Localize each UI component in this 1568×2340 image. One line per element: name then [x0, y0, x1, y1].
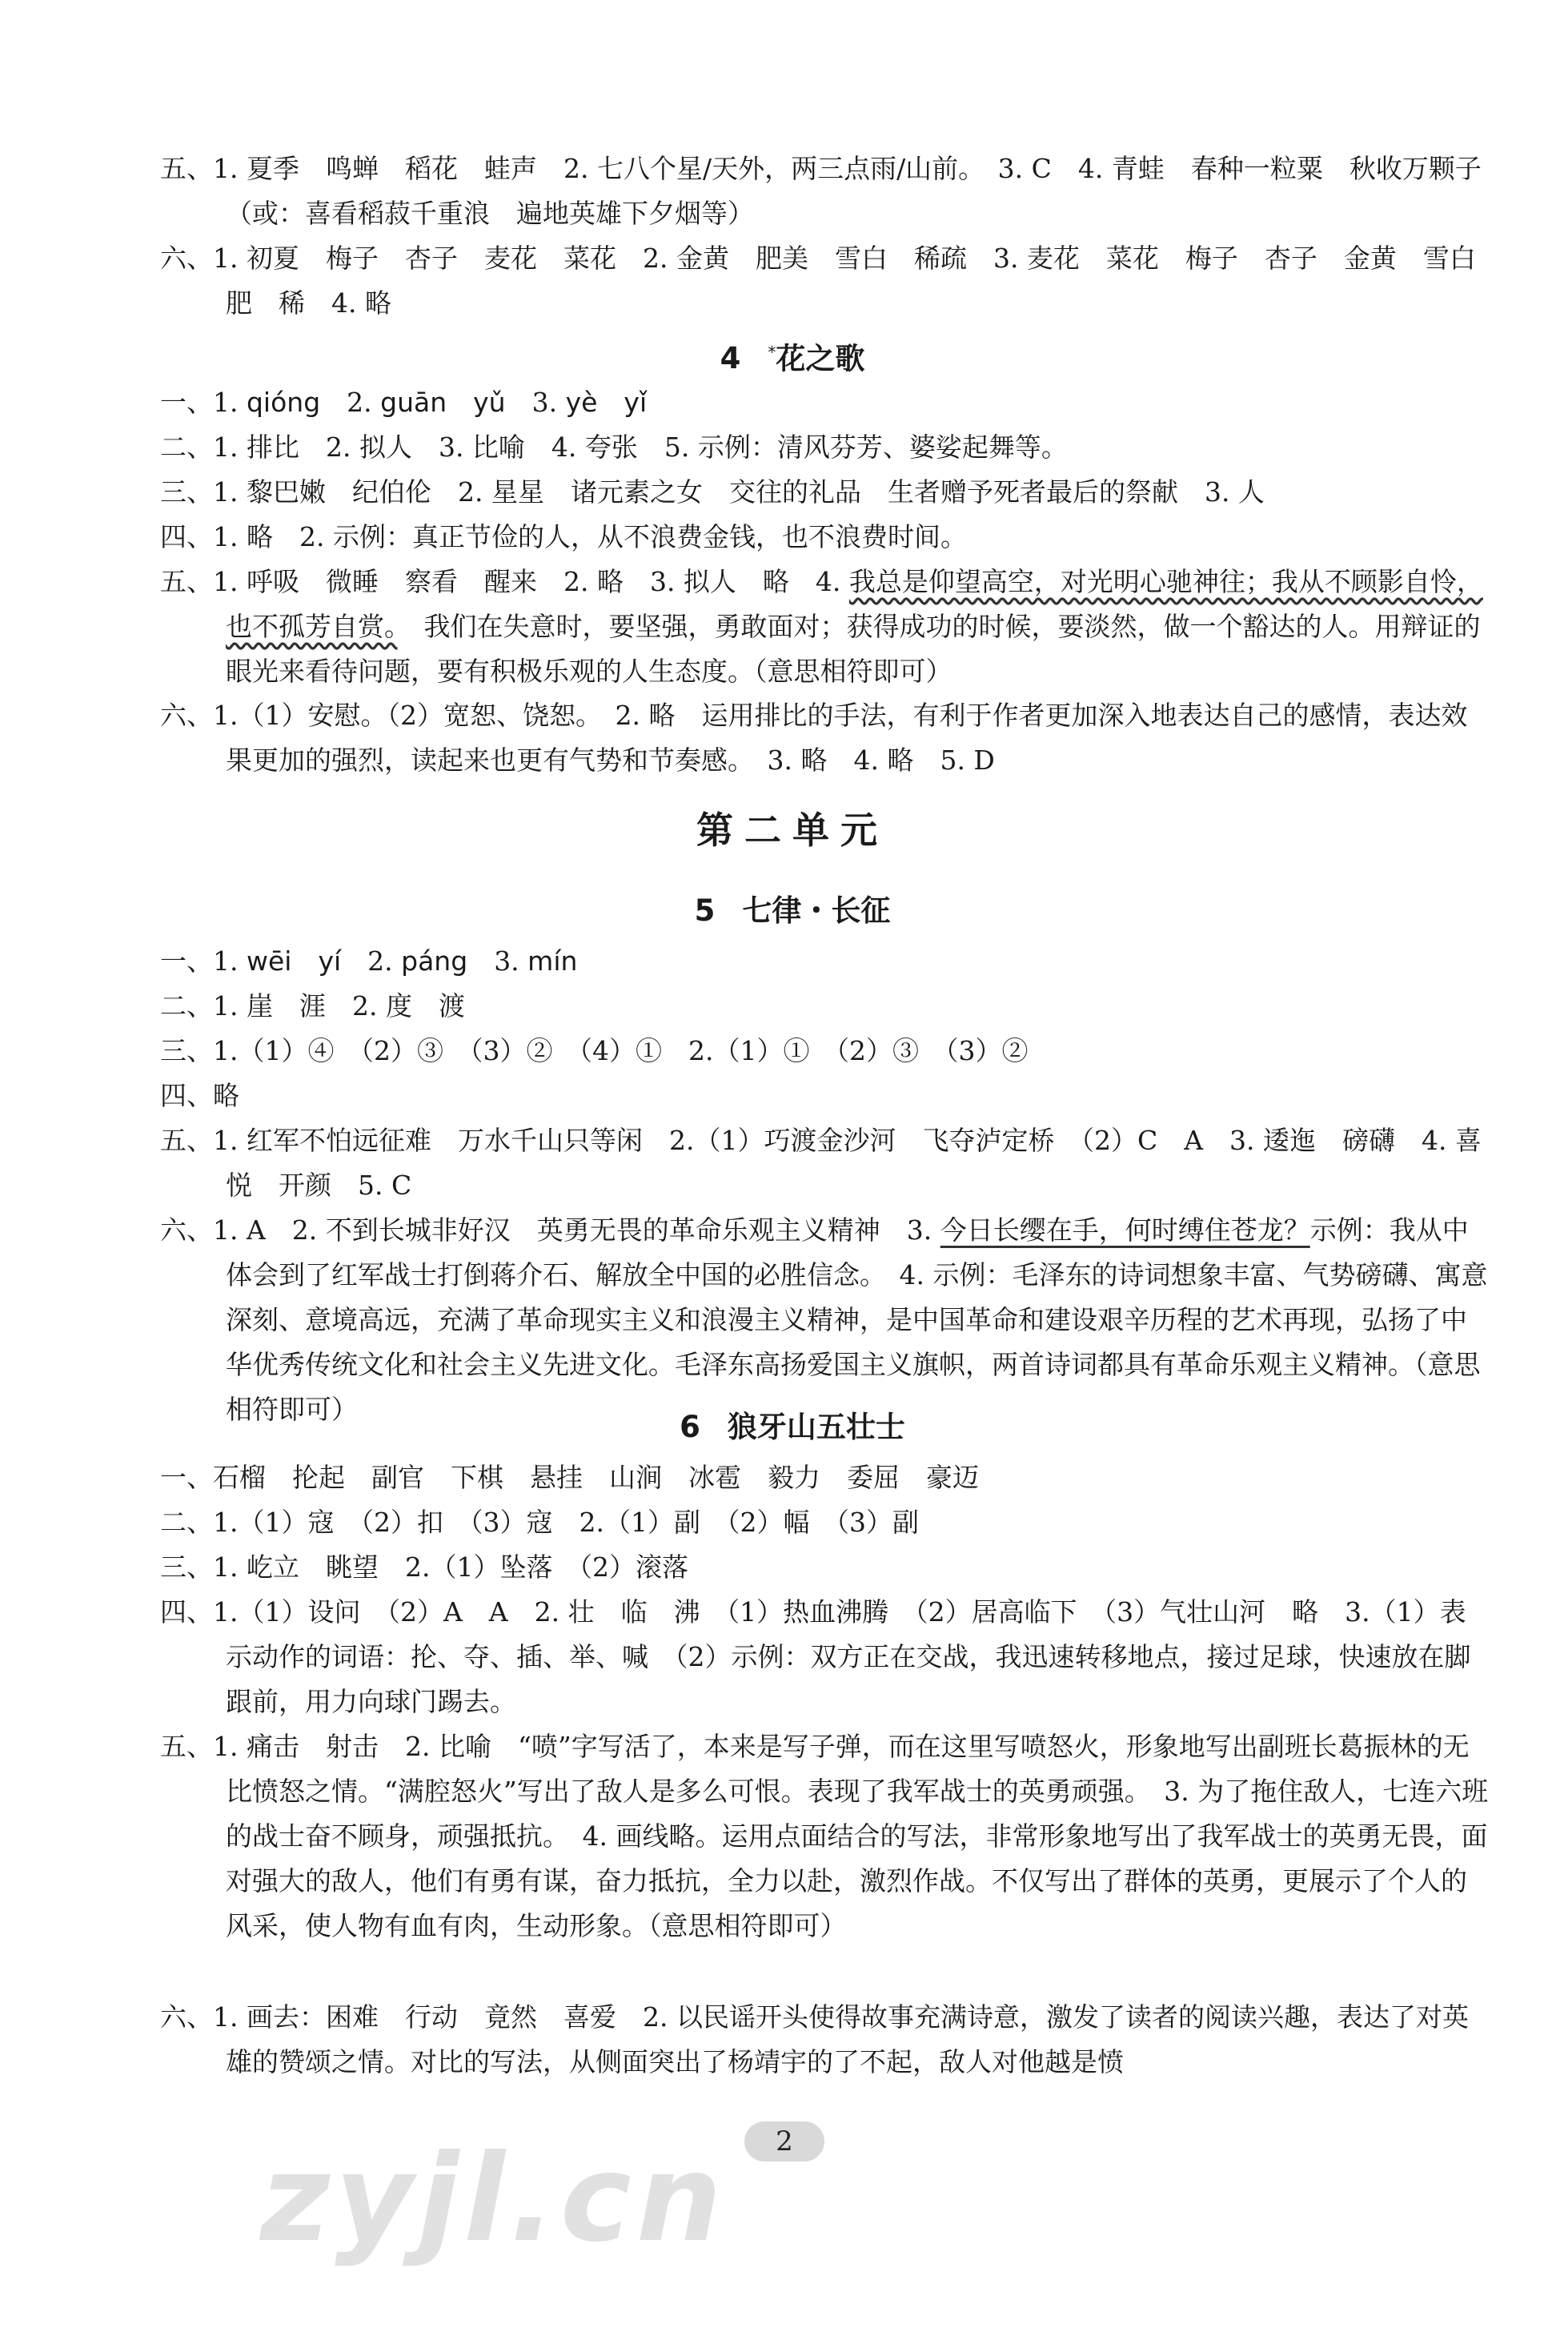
lesson-6-q2: 二、1.（1）寇 （2）扣 （3）寇 2.（1）副 （2）幅 （3）副 — [160, 1507, 919, 1538]
lesson-5-q4: 四、略 — [160, 1080, 239, 1111]
prev-lesson-q5: 五、1. 夏季 鸣蝉 稻花 蛙声 2. 七八个星/天外，两三点雨/山前。 3. C 4. 青蛙 春种一粒粟 秋收万颗子（或：喜看稻菽千重浪 遍地英雄下夕烟等） — [160, 153, 1482, 229]
lesson-6-q1: 一、石榴 抡起 副官 下棋 悬挂 山涧 冰雹 毅力 委屈 豪迈 — [160, 1462, 979, 1493]
lesson-4-q3: 三、1. 黎巴嫩 纪伯伦 2. 星星 诸元素之女 交往的礼品 生者赠予死者最后的祭献 3. 人 — [160, 476, 1265, 508]
wavy-underlined-sentence: 我总是仰望高空，对光明心驰神往；我从不顾影自怜，也不孤芳自赏。 — [226, 566, 1483, 642]
lesson-4-q6: 六、1.（1）安慰。（2）宽恕、饶恕。 2. 略 运用排比的手法，有利于作者更加深入地表达自己的感情，表达效果更加的强烈，读起来也更有气势和节奏感。 3. 略 4. 略 5. D — [160, 700, 1468, 776]
lesson-6-q6: 六、1. 画去：困难 行动 竟然 喜爱 2. 以民谣开头使得故事充满诗意，激发了读者的阅读兴趣，表达了对英雄的赞颂之情。对比的写法，从侧面突出了杨靖宇的了不起，敌人对他越是愤 — [160, 2001, 1469, 2077]
lesson-5-q6: 六、1. A 2. 不到长城非好汉 英勇无畏的革命乐观主义精神 3. 今日长缨在手，何时缚住苍龙？示例：我从中体会到了红军战士打倒蒋介石、解放全中国的必胜信念。 4. 示例：毛泽东的诗词想象丰富、气势磅礴、寓意深刻、意境高远，充满了革命现实主义和浪漫主义精神，是中国革命和建设艰辛历程的艺术再现，弘扬了中华优秀传统文化和社会主义先进文化。毛泽东高扬爱国主义旗帜，两首诗词都具有革命乐观主义精神。（意思相符即可） — [160, 1214, 1488, 1425]
lesson-5-title — [160, 889, 1425, 933]
lesson-4-number: 4 — [720, 341, 741, 376]
lesson-6-name: 狼牙山五壮士 — [727, 1410, 905, 1444]
lesson-4-q1: 一、1. qióng 2. guān yǔ 3. yè yǐ — [160, 387, 648, 418]
lesson-5-number: 5 — [694, 893, 716, 928]
lesson-4-q4: 四、1. 略 2. 示例：真正节俭的人，从不浪费金钱，也不浪费时间。 — [160, 521, 967, 552]
lesson-4-q2: 二、1. 排比 2. 拟人 3. 比喻 4. 夸张 5. 示例：清风芬芳、婆娑起舞等。 — [160, 431, 1068, 463]
prev-lesson-q6: 六、1. 初夏 梅子 杏子 麦花 菜花 2. 金黄 肥美 雪白 稀疏 3. 麦花 菜花 梅子 杏子 金黄 雪白 肥 稀 4. 略 — [160, 243, 1502, 319]
lesson-4-star: * — [768, 343, 776, 362]
lesson-5-q2: 二、1. 崖 涯 2. 度 渡 — [160, 990, 465, 1021]
lesson-6-title — [160, 1405, 1425, 1450]
page-number: 2 — [744, 2121, 824, 2161]
lesson-6-q3: 三、1. 屹立 眺望 2.（1）坠落 （2）滚落 — [160, 1551, 688, 1583]
lesson-4-q5: 五、1. 呼吸 微睡 察看 醒来 2. 略 3. 拟人 略 4. 我总是仰望高空，对光明心驰神往；我从不顾影自怜，也不孤芳自赏。 我们在失意时，要坚强，勇敢面对；获得成功的时候，要淡然，做一个豁达的人。用辩证的眼光来看待问题，要有积极乐观的人生态度。（意思相符即可） — [160, 566, 1483, 687]
lesson-5-name: 七律・长征 — [742, 893, 891, 928]
lesson-5-q1: 一、1. wēi yí 2. páng 3. mín — [160, 945, 578, 977]
lesson-6-number: 6 — [680, 1410, 700, 1444]
site-watermark: zyjl.cn — [260, 2129, 727, 2269]
unit-2-title: 第二单元 — [696, 809, 888, 852]
lesson-5-q5: 五、1. 红军不怕远征难 万水千山只等闲 2.（1）巧渡金沙河 飞夺泸定桥 （2）C A 3. 逶迤 磅礴 4. 喜悦 开颜 5. C — [160, 1125, 1482, 1201]
lesson-4-name: 花之歌 — [776, 341, 865, 376]
lesson-5-q3: 三、1.（1）④ （2）③ （3）② （4）① 2.（1）① （2）③ （3）② — [160, 1035, 1029, 1066]
lesson-6-q4: 四、1.（1）设问 （2）A A 2. 壮 临 沸 （1）热血沸腾 （2）居高临下 （3）气壮山河 略 3.（1）表示动作的词语：抡、夺、插、举、喊 （2）示例：双方正在交战，我迅速转移地点，接过足球，快速放在脚跟前，用力向球门踢去。 — [160, 1596, 1471, 1717]
underlined-sentence: 今日长缨在手，何时缚住苍龙？ — [940, 1214, 1310, 1246]
lesson-6-q5: 五、1. 痛击 射击 2. 比喻 “喷”字写活了，本来是写子弹，而在这里写喷怒火，形象地写出副班长葛振林的无比愤怒之情。“满腔怒火”写出了敌人是多么可恨。表现了我军战士的英勇顽强。 3. 为了拖住敌人，七连六班的战士奋不顾身，顽强抵抗。 4. 画线略。运用点面结合的写法，非常形象地写出了我军战士的英勇无畏，面对强大的敌人，他们有勇有谋，奋力抵抗，全力以赴，激烈作战。不仅写出了群体的英勇，更展示了个人的风采，使人物有血有肉，生动形象。（意思相符即可） — [160, 1731, 1489, 1941]
lesson-4-title — [160, 330, 1425, 381]
